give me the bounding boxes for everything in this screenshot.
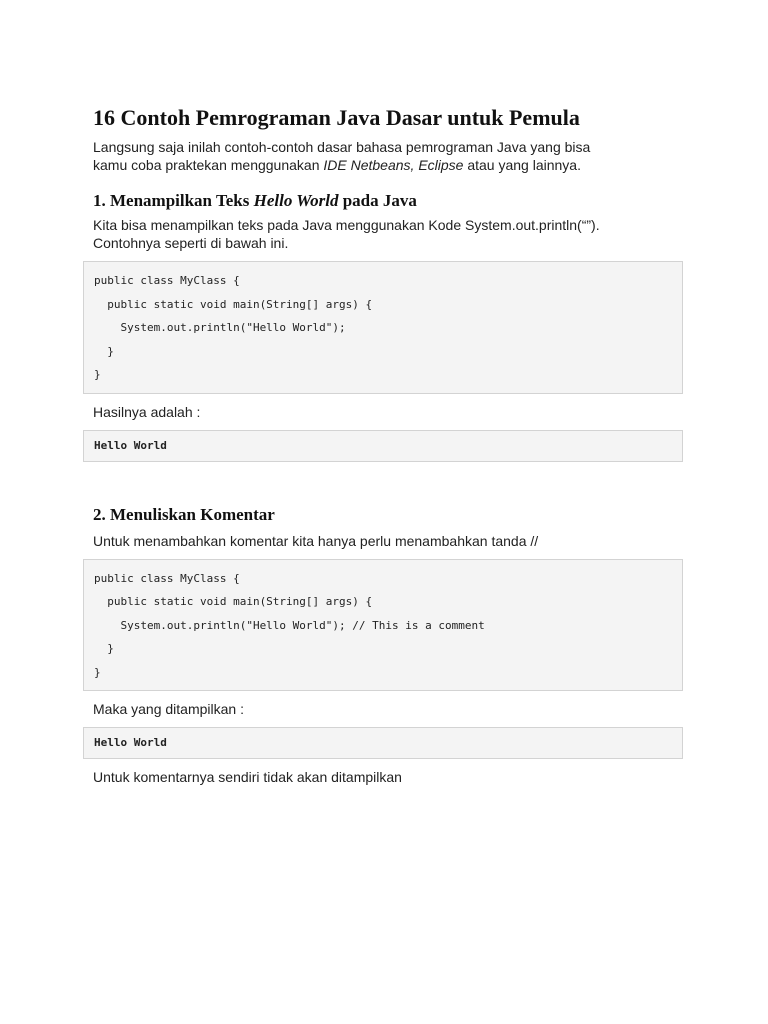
section-1-heading	[93, 190, 685, 212]
section-2-heading: 2. Menuliskan Komentar	[93, 504, 275, 524]
section-1-heading-end: pada Java	[338, 191, 417, 210]
section-2-description: Untuk menambahkan komentar kita hanya perlu menambahkan tanda //	[93, 532, 539, 549]
intro-paragraph	[93, 138, 685, 174]
section-1-heading-start: 1. Menampilkan Teks	[93, 191, 254, 210]
section-1-code-block	[83, 261, 683, 394]
section-1-description-line-2: Contohnya seperti di bawah ini.	[93, 235, 289, 251]
section-2-result-label: Maka yang ditampilkan :	[93, 701, 244, 717]
code-line: }	[94, 665, 101, 679]
code-line: public class MyClass {	[94, 274, 240, 287]
intro-line-1: Langsung saja inilah contoh-contoh dasar bahasa pemrograman Java yang bisa	[93, 139, 591, 155]
code-line: }	[94, 368, 101, 381]
section-1-description-line-1: Kita bisa menampilkan teks pada Java menggunakan Kode System.out.println(“”).	[93, 217, 600, 233]
code-line: public class MyClass {	[94, 571, 240, 585]
section-1-heading-emphasis: Hello World	[253, 191, 339, 210]
intro-line-2-end: atau yang lainnya.	[463, 157, 581, 173]
section-1-description	[93, 216, 685, 252]
document-page	[93, 104, 685, 786]
section-1-result-label: Hasilnya adalah :	[93, 403, 201, 420]
section-2-footnote: Untuk komentarnya sendiri tidak akan ditampilkan	[93, 769, 402, 785]
code-line: }	[94, 344, 114, 358]
intro-line-2-start: kamu coba praktekan menggunakan	[93, 157, 324, 173]
code-line: public static void main(String[] args) {	[94, 595, 373, 608]
document-title: 16 Contoh Pemrograman Java Dasar untuk Pemula	[93, 105, 580, 130]
code-line: System.out.println("Hello World"); // This is a comment	[94, 618, 485, 632]
section-2-code-block	[83, 559, 683, 692]
intro-ide-names: IDE Netbeans, Eclipse	[323, 157, 464, 173]
section-1-output-block: Hello World	[83, 430, 683, 462]
code-line: System.out.println("Hello World");	[94, 321, 346, 334]
code-line: public static void main(String[] args) {	[94, 297, 373, 311]
code-line: }	[94, 642, 114, 655]
section-2-output-block: Hello World	[83, 727, 683, 759]
